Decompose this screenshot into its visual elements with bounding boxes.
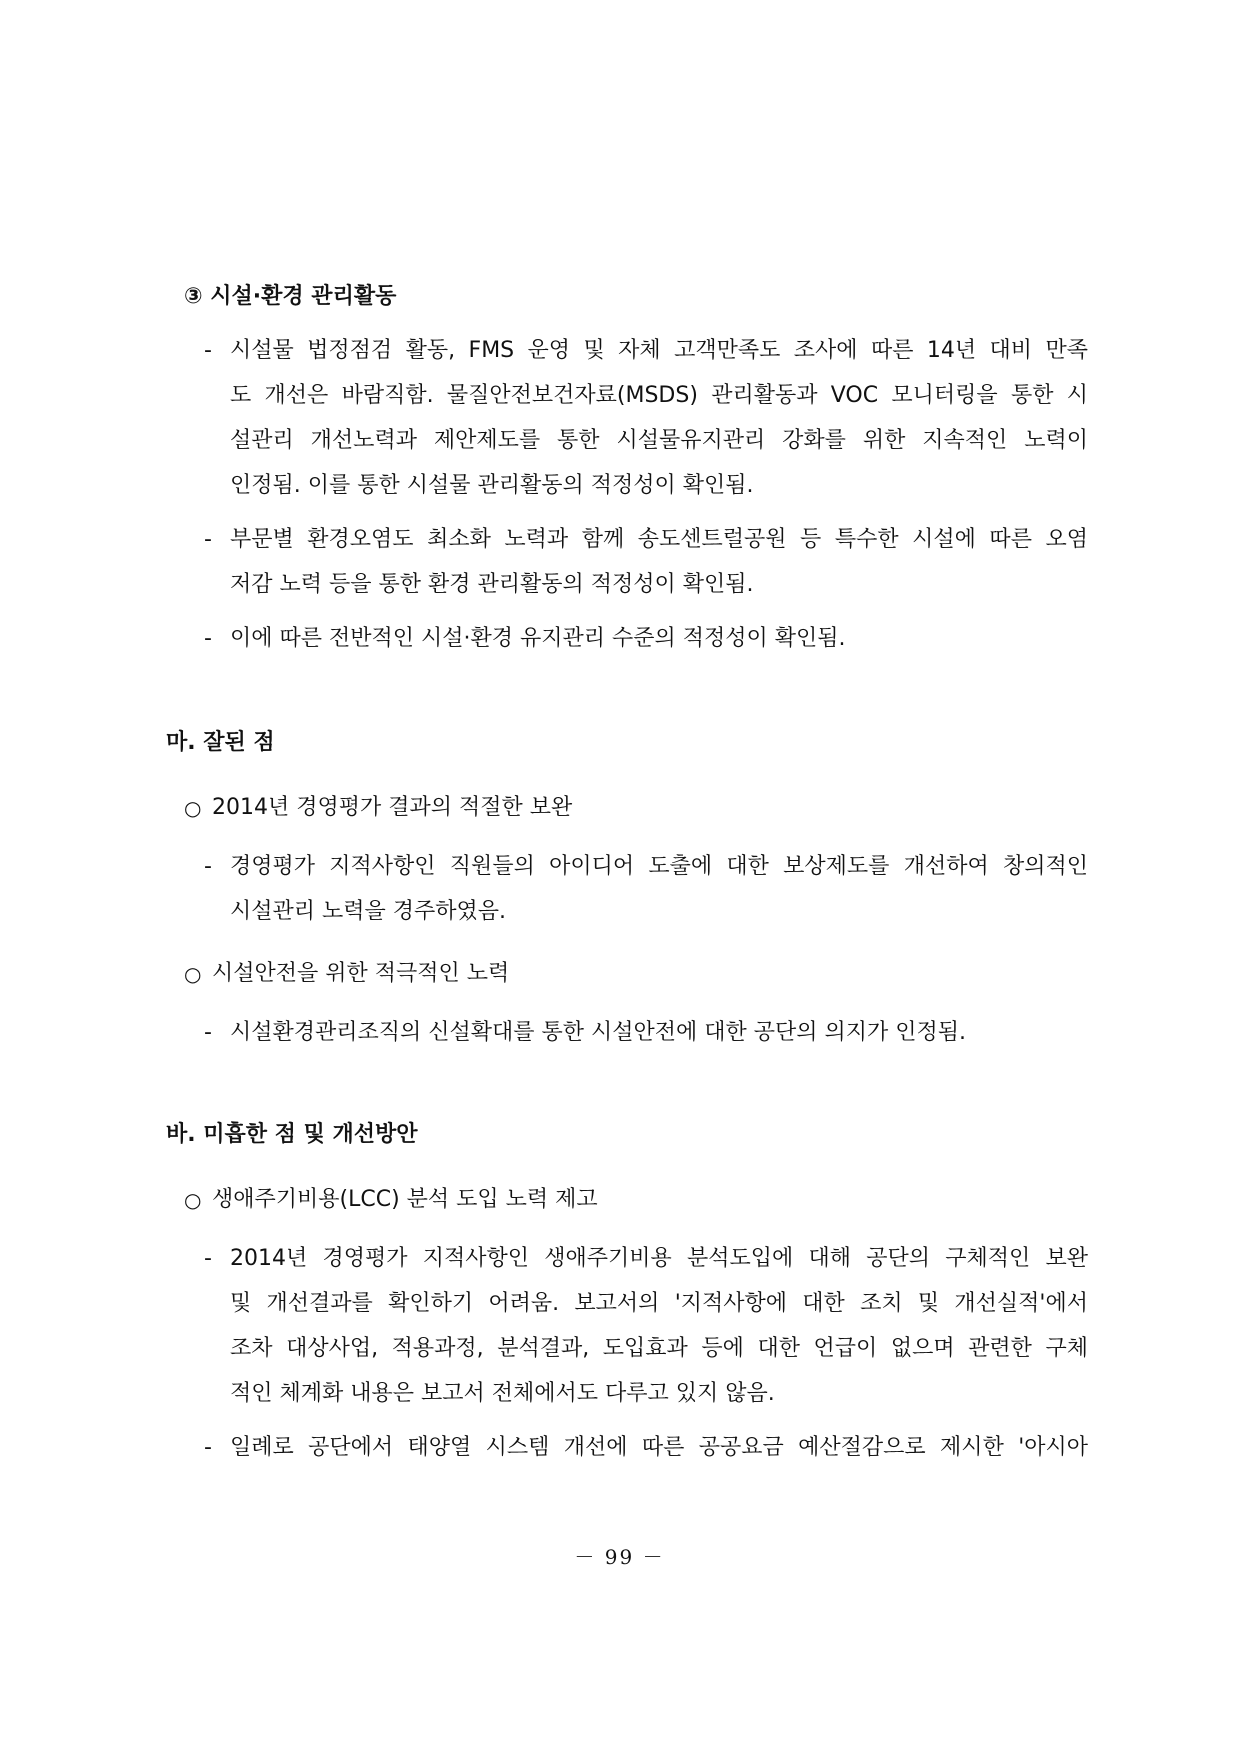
dash-marker: - bbox=[204, 854, 212, 879]
paragraph-line: 2014년 경영평가 지적사항인 생애주기비용 분석도입에 대해 공단의 구체적인 보완 bbox=[230, 1246, 1088, 1271]
bullet-title: 2014년 경영평가 결과의 적절한 보완 bbox=[212, 795, 573, 820]
paragraph-line: 적인 체계화 내용은 보고서 전체에서도 다루고 있지 않음. bbox=[230, 1381, 775, 1406]
bullet-title: 시설안전을 위한 적극적인 노력 bbox=[212, 961, 510, 986]
dash-marker: - bbox=[204, 1435, 212, 1460]
dash-marker: - bbox=[204, 1020, 212, 1045]
paragraph-line: 시설환경관리조직의 신설확대를 통한 시설안전에 대한 공단의 의지가 인정됨. bbox=[230, 1020, 967, 1045]
paragraph-line: 경영평가 지적사항인 직원들의 아이디어 도출에 대한 보상제도를 개선하여 창의적인 bbox=[230, 854, 1088, 879]
section-heading-facility-environment: ③ 시설·환경 관리활동 bbox=[184, 284, 397, 309]
paragraph-line: 부문별 환경오염도 최소화 노력과 함께 송도센트럴공원 등 특수한 시설에 따른 오염 bbox=[230, 527, 1088, 552]
dash-marker: - bbox=[204, 338, 212, 363]
paragraph-line: 시설물 법정점검 활동, FMS 운영 및 자체 고객만족도 조사에 따른 14년 대비 만족 bbox=[230, 338, 1088, 363]
dash-marker: - bbox=[204, 626, 212, 651]
paragraph-line: 조차 대상사업, 적용과정, 분석결과, 도입효과 등에 대한 언급이 없으며 관련한 구체 bbox=[230, 1336, 1088, 1361]
paragraph-line: 인정됨. 이를 통한 시설물 관리활동의 적정성이 확인됨. bbox=[230, 473, 754, 498]
dash-marker: - bbox=[204, 1246, 212, 1271]
bullet-title: 생애주기비용(LCC) 분석 도입 노력 제고 bbox=[212, 1187, 598, 1212]
paragraph-line: 일례로 공단에서 태양열 시스템 개선에 따른 공공요금 예산절감으로 제시한 '아시아 bbox=[230, 1435, 1088, 1460]
paragraph-line: 및 개선결과를 확인하기 어려움. 보고서의 '지적사항에 대한 조치 및 개선실적'에서 bbox=[230, 1291, 1088, 1316]
circle-bullet: ○ bbox=[184, 1188, 202, 1212]
circle-bullet: ○ bbox=[184, 962, 202, 986]
page-number: － 99 － bbox=[574, 1545, 665, 1569]
circle-bullet: ○ bbox=[184, 796, 202, 820]
paragraph-line: 저감 노력 등을 통한 환경 관리활동의 적정성이 확인됨. bbox=[230, 572, 754, 597]
dash-marker: - bbox=[204, 527, 212, 552]
paragraph-line: 설관리 개선노력과 제안제도를 통한 시설물유지관리 강화를 위한 지속적인 노력이 bbox=[230, 428, 1088, 453]
section-heading-weaknesses: 바. 미흡한 점 및 개선방안 bbox=[166, 1122, 418, 1147]
paragraph-line: 시설관리 노력을 경주하였음. bbox=[230, 899, 507, 924]
section-heading-strengths: 마. 잘된 점 bbox=[166, 730, 275, 755]
paragraph-line: 이에 따른 전반적인 시설·환경 유지관리 수준의 적정성이 확인됨. bbox=[230, 626, 846, 651]
paragraph-line: 도 개선은 바람직함. 물질안전보건자료(MSDS) 관리활동과 VOC 모니터링을 통한 시 bbox=[230, 383, 1088, 408]
